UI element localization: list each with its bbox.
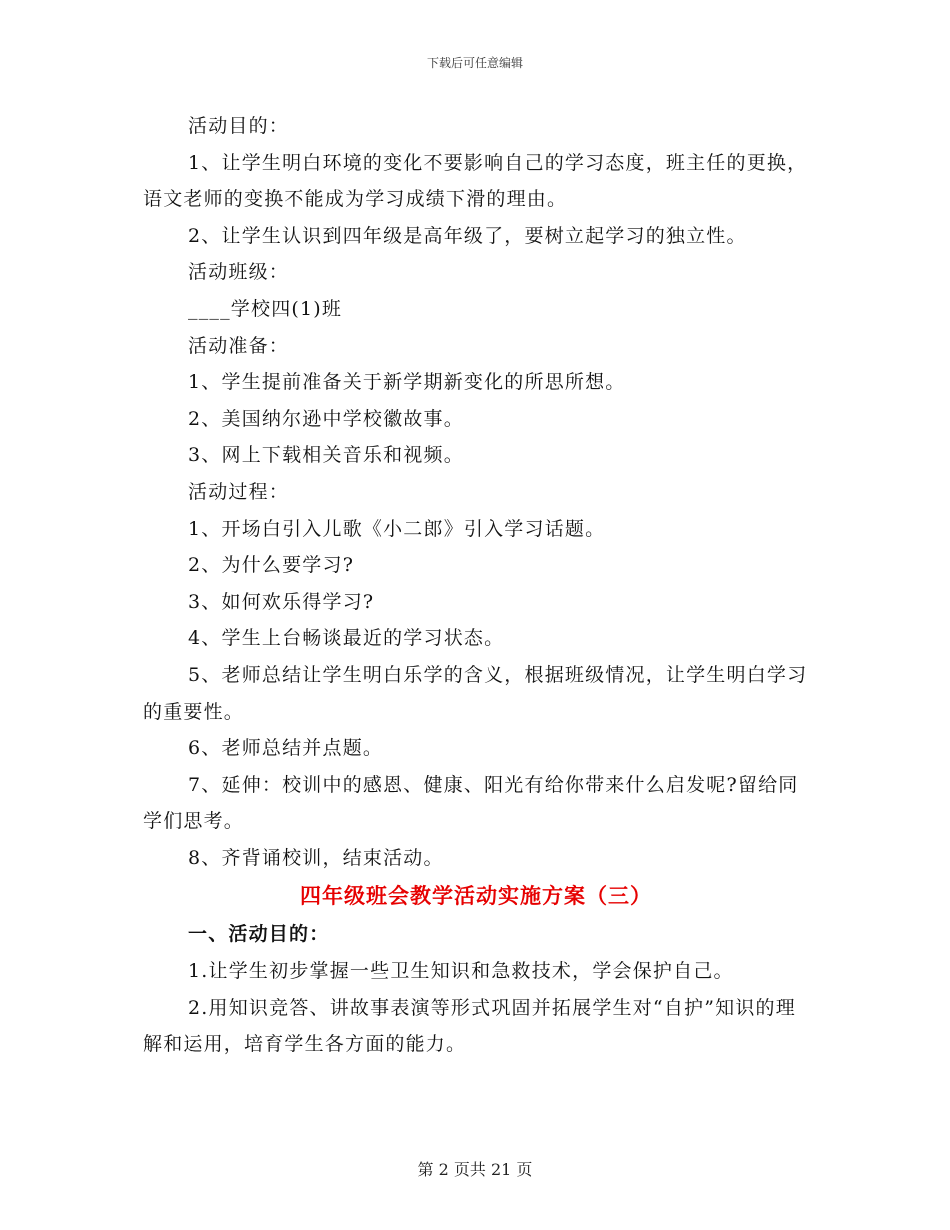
paragraph: 1.让学生初步掌握一些卫生知识和急救技术，学会保护自己。 [188,960,734,983]
paragraph: 1、学生提前准备关于新学期新变化的所思所想。 [188,371,626,394]
paragraph: 7、延伸：校训中的感恩、健康、阳光有给你带来什么启发呢?留给同学们思考。 [143,773,799,833]
paragraph: 2、为什么要学习? [188,554,355,577]
paragraph: 活动过程： [188,480,290,503]
document-body [143,108,809,1063]
paragraph: ____学校四(1)班 [188,297,343,320]
page-footer: 第 2 页共 21 页 [417,1160,533,1179]
paragraph: 4、学生上台畅谈最近的学习状态。 [188,627,505,650]
paragraph: 3、如何欢乐得学习? [188,590,375,613]
paragraph: 活动目的： [188,115,290,137]
page-header: 下载后可任意编辑 [426,56,523,70]
section-heading: 一、活动目的： [188,923,330,946]
paragraph: 活动准备： [188,334,290,357]
section-title: 四年级班会教学活动实施方案（三） [300,884,652,909]
paragraph: 3、网上下载相关音乐和视频。 [188,444,464,467]
paragraph: 8、齐背诵校训，结束活动。 [188,846,444,869]
paragraph: 2、让学生认识到四年级是高年级了，要树立起学习的独立性。 [188,224,747,247]
paragraph: 2、美国纳尔逊中学校徽故事。 [188,407,464,430]
paragraph: 活动班级： [188,261,290,284]
paragraph: 5、老师总结让学生明白乐学的含义，根据班级情况，让学生明白学习的重要性。 [143,663,808,723]
paragraph: 6、老师总结并点题。 [188,737,384,760]
paragraph: 2.用知识竞答、讲故事表演等形式巩固并拓展学生对“自护”知识的理解和运用，培育学生各方面的能力。 [143,996,796,1056]
paragraph: 1、开场白引入儿歌《小二郎》引入学习话题。 [188,517,606,540]
paragraph: 1、让学生明白环境的变化不要影响自己的学习态度，班主任的更换，语文老师的变换不能成为学习成绩下滑的理由。 [143,151,808,211]
